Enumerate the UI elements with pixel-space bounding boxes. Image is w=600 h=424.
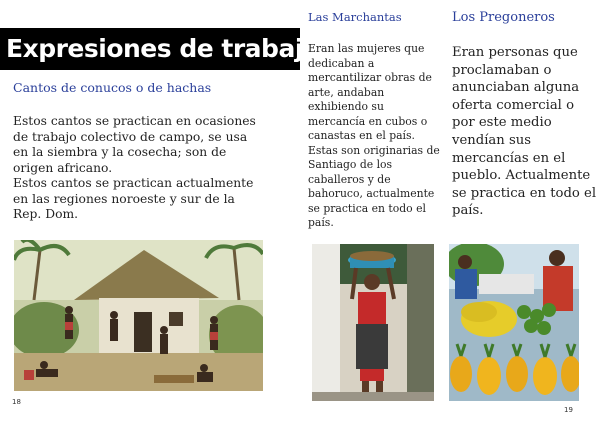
page-number-right: 19 — [564, 406, 573, 414]
page-number-left: 18 — [12, 398, 21, 406]
cantos-body — [13, 114, 261, 223]
cantos-paragraph-1: Estos cantos se practican en ocasiones de trabajo colectivo de campo, se usa en la siembra y la cosecha; son de origen africano. — [13, 114, 256, 175]
marchantas-body: Eran las mujeres que dedicaban a mercantilizar obras de arte, andaban exhibiendo su mercancía en cubos o canastas en el país. Estas son originarias de Santiago de los caballeros y de bahoruco, actualmente se practica en todo el país. — [308, 42, 440, 229]
village-work-illustration — [14, 240, 263, 391]
heading-pregoneros: Los Pregoneros — [452, 10, 555, 25]
section-heading-cantos: Cantos de conucos o de hachas — [13, 80, 212, 95]
marchanta-photo — [312, 244, 434, 401]
page-title: Expresiones de trabajo — [0, 28, 300, 70]
pregonero-fruit-stand-photo — [449, 244, 579, 401]
right-page — [300, 0, 600, 424]
pregoneros-body: Eran personas que proclamaban o anunciaban alguna oferta comercial o por este medio vendían sus mercancías en el pueblo. Actualmente se practica en todo el país. — [452, 45, 597, 219]
cantos-paragraph-2: Estos cantos se practican actualmente en las regiones noroeste y sur de la Rep. Dom. — [13, 176, 254, 221]
heading-marchantas: Las Marchantas — [308, 10, 402, 24]
